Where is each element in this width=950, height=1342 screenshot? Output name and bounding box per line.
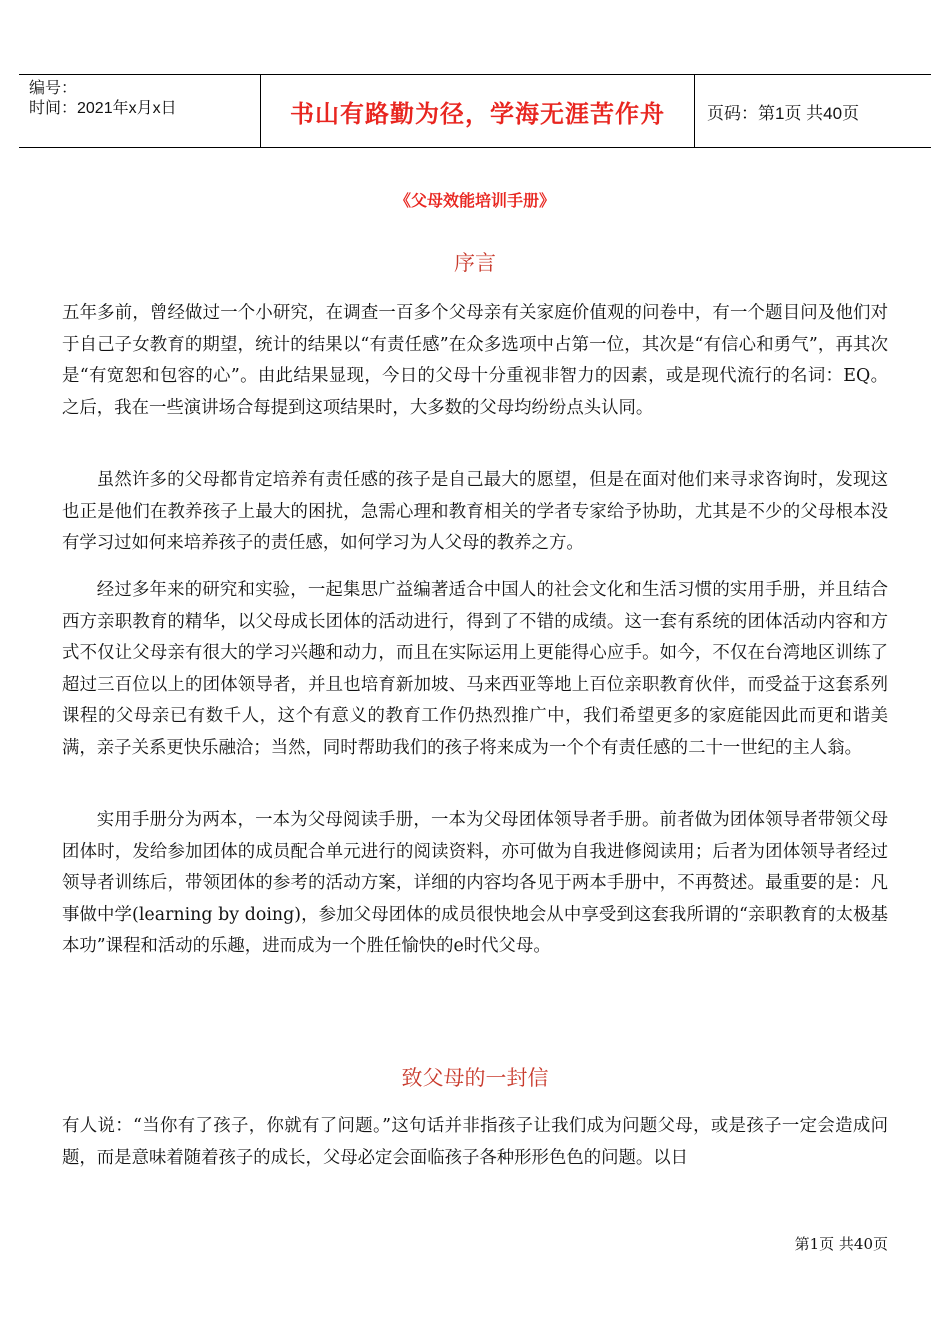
letter-heading: 致父母的一封信: [401, 1066, 549, 1090]
document-title: 《父母效能培训手册》: [394, 191, 555, 210]
header-meta: [19, 75, 261, 147]
letter-paragraph: 有人说：“当你有了孩子，你就有了问题。”这句话并非指孩子让我们成为问题父母，或是孩子一定会造成问题，而是意味着随着孩子的成长，父母必定会面临孩子各种形形色色的问题。以日: [62, 1116, 888, 1168]
page-info: 页码：第1页 共40页: [707, 103, 860, 123]
preface-paragraph-1: 五年多前，曾经做过一个小研究，在调查一百多个父母亲有关家庭价值观的问卷中，有一个题目问及他们对于自己子女教育的期望，统计的结果以“有责任感”在众多选项中占第一位，其次是“有信心和勇气”，再其次是“有宽恕和包容的心”。由此结果显现，今日的父母十分重视非智力的因素，或是现代流行的名词：EQ。之后，我在一些演讲场合每提到这项结果时，大多数的父母均纷纷点头认同。: [62, 303, 888, 418]
header-motto-cell: [261, 75, 695, 147]
preface-paragraph-4: 实用手册分为两本，一本为父母阅读手册，一本为父母团体领导者手册。前者做为团体领导者带领父母团体时，发给参加团体的成员配合单元进行的阅读资料，亦可做为自我进修阅读用；后者为团体领导者经过领导者训练后，带领团体的参考的活动方案，详细的内容均各见于两本手册中，不再赘述。最重要的是：凡事做中学(learning by doing)，参加父母团体的成员很快地会从中享受到这套我所谓的“亲职教育的太极基本功”课程和活动的乐趣，进而成为一个胜任愉快的e时代父母。: [62, 810, 888, 956]
page-footer: 第1页 共40页: [794, 1235, 888, 1253]
number-label: 编号：: [29, 80, 78, 97]
preface-paragraph-3: 经过多年来的研究和实验，一起集思广益编著适合中国人的社会文化和生活习惯的实用手册，并且结合西方亲职教育的精华，以父母成长团体的活动进行，得到了不错的成绩。这一套有系统的团体活动内容和方式不仅让父母亲有很大的学习兴趣和动力，而且在实际运用上更能得心应手。如今，不仅在台湾地区训练了超过三百位以上的团体领导者，并且也培育新加坡、马来西亚等地上百位亲职教育伙伴，而受益于这套系列课程的父母亲已有数千人，这个有意义的教育工作仍热烈推广中，我们希望更多的家庭能因此而更和谐美满，亲子关系更快乐融洽；当然，同时帮助我们的孩子将来成为一个个有责任感的二十一世纪的主人翁。: [62, 580, 888, 758]
preface-paragraph-2: 虽然许多的父母都肯定培养有责任感的孩子是自己最大的愿望，但是在面对他们来寻求咨询时，发现这也正是他们在教养孩子上最大的困扰，急需心理和教育相关的学者专家给予协助，尤其是不少的父母根本没有学习过如何来培养孩子的责任感，如何学习为人父母的教养之方。: [62, 470, 888, 553]
motto: 书山有路勤为径，学海无涯苦作舟: [290, 99, 665, 128]
page-header: [19, 74, 931, 148]
header-page-info-cell: [695, 75, 931, 147]
time-label: 时间：2021年x月x日: [29, 100, 177, 117]
preface-heading: 序言: [454, 251, 496, 275]
